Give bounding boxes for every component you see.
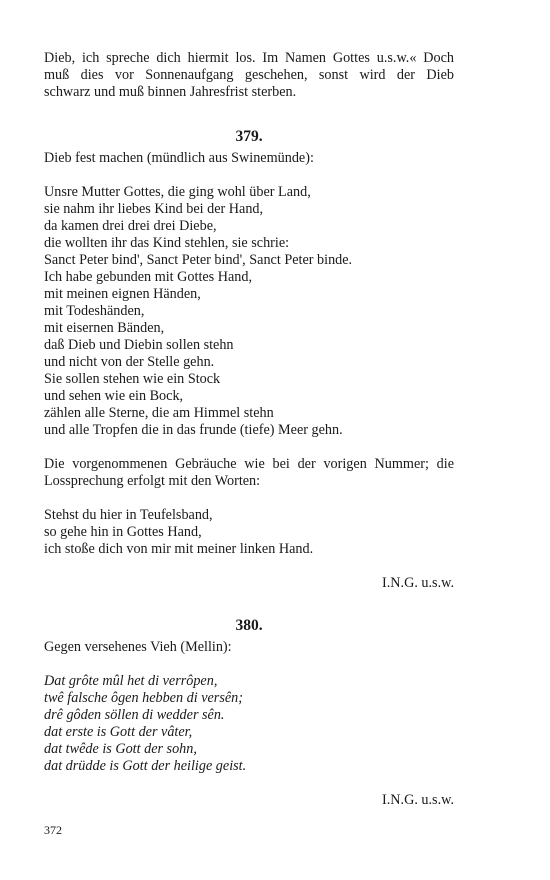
- verse-line: und alle Tropfen die in das frunde (tiefe) Meer gehn.: [44, 422, 343, 438]
- verse-line: twê falsche ôgen hebben di versên;: [44, 690, 243, 706]
- verse-line: mit meinen eignen Händen,: [44, 286, 201, 302]
- verse-line: mit eisernen Bänden,: [44, 320, 165, 336]
- verse-line: mit Todeshänden,: [44, 303, 145, 319]
- verse-line: Stehst du hier in Teufelsband,: [44, 507, 213, 523]
- page-content: [44, 50, 454, 809]
- verse-line: Sie sollen stehen wie ein Stock: [44, 371, 221, 387]
- verse-line: so gehe hin in Gottes Hand,: [44, 524, 202, 540]
- intro-paragraph: [44, 50, 454, 101]
- verse-line: dat erste is Gott der vâter,: [44, 724, 193, 740]
- verse-line: zählen alle Sterne, die am Himmel stehn: [44, 405, 274, 421]
- verse-line: da kamen drei drei drei Diebe,: [44, 218, 217, 234]
- verse-line: Sanct Peter bind', Sanct Peter bind', Sanct Peter binde.: [44, 252, 353, 268]
- verse-line: Ich habe gebunden mit Gottes Hand,: [44, 269, 253, 285]
- intro-line: schwarz und muß binnen Jahresfrist sterben.: [44, 84, 297, 100]
- intro-line: muß dies vor Sonnenaufgang geschehen, sonst wird der Dieb: [44, 67, 454, 83]
- section-379-closing: I.N.G. u.s.w.: [382, 575, 454, 591]
- note-line: Lossprechung erfolgt mit den Worten:: [44, 473, 261, 489]
- verse-line: sie nahm ihr liebes Kind bei der Hand,: [44, 201, 264, 217]
- section-380-title: Gegen versehenes Vieh (Mellin):: [44, 639, 232, 655]
- note-line: Die vorgenommenen Gebräuche wie bei der vorigen Nummer; die: [44, 456, 454, 472]
- verse-line: Dat grôte mûl het di verrôpen,: [44, 673, 218, 689]
- section-379-heading: 379.: [235, 128, 263, 145]
- verse-line: die wollten ihr das Kind stehlen, sie schrie:: [44, 235, 290, 251]
- section-380-heading: 380.: [235, 617, 263, 634]
- section-379-title: Dieb fest machen (mündlich aus Swinemünde):: [44, 150, 314, 166]
- section-379-release-verse: [44, 507, 454, 558]
- intro-line: Dieb, ich spreche dich hiermit los. Im Namen Gottes u.s.w.« Doch: [44, 50, 454, 66]
- verse-line: und nicht von der Stelle gehn.: [44, 354, 215, 370]
- verse-line: Unsre Mutter Gottes, die ging wohl über Land,: [44, 184, 311, 200]
- section-379-note: [44, 456, 454, 490]
- section-380-verse: [44, 673, 454, 775]
- verse-line: dat twêde is Gott der sohn,: [44, 741, 197, 757]
- verse-line: und sehen wie ein Bock,: [44, 388, 184, 404]
- page-number: 372: [44, 823, 62, 837]
- section-379-verse: [44, 184, 454, 439]
- section-380-closing: I.N.G. u.s.w.: [382, 792, 454, 808]
- verse-line: dat drüdde is Gott der heilige geist.: [44, 758, 247, 774]
- verse-line: drê gôden söllen di wedder sên.: [44, 707, 225, 723]
- verse-line: ich stoße dich von mir mit meiner linken Hand.: [44, 541, 314, 557]
- verse-line: daß Dieb und Diebin sollen stehn: [44, 337, 234, 353]
